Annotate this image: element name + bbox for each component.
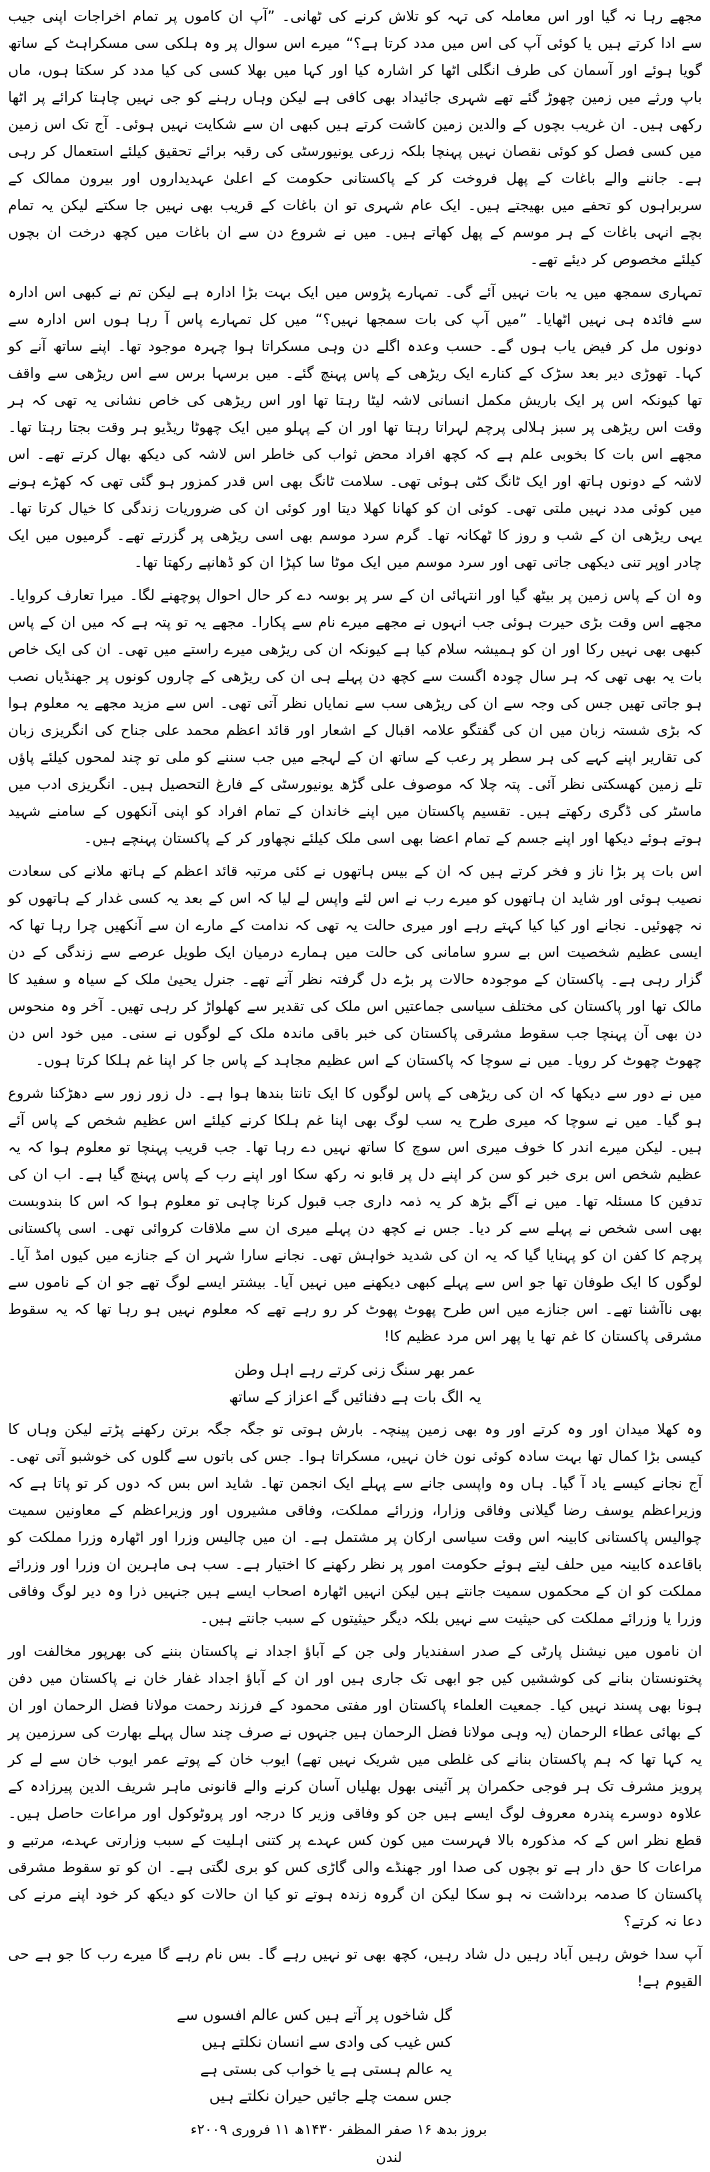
- closing-poem: [8, 2002, 702, 2110]
- paragraph-6: وہ کھلا میدان اور وہ کرتے اور وہ بھی زمین پینچہ۔ بارش ہوتی تو جگہ جگہ برتن رکھنے پڑتے لیکن وہاں کا کیسی بڑا کمال تھا بہت سادہ کوئی نون خان نہیں، مسکراتا ہوا۔ جس کی باتوں سے گلوں کی خوشبو آتی تھی۔ آج نجانے کیسے یاد آ گیا۔ ہاں وہ واپسی جانے سے پہلے ایک انجمن تھا۔ شاید اس بس کہ دوں کر تو پاتا ہے کہ وزیراعظم یوسف رضا گیلانی وفاقی وزارا، وزرائے مملکت، وفاقی مشیروں اور وزیراعظم کے معاونین سمیت چوالیس پاکستانی کابینہ اس وقت سیاسی ارکان پر مشتمل ہے۔ ان میں چالیس وزرا اور اٹھارہ وزرا مملکت کو باقاعدہ کابینہ میں حلف لیتے ہوئے حکومت امور پر نظر رکھنے کا اختیار ہے۔ سب ہی ماہرین ان وزرا اور وزرائے مملکت کو ان کے محکموں سمیت جانتے ہیں لیکن انہیں اٹھارہ اصحاب ایسے ہیں جنہیں ذرا وہ دیر لوگ وفاقی وزرا یا وزرائے مملکت کی حیثیت سے نہیں بلکہ دیگر حیثیتوں کے سبب جانتے ہیں۔: [8, 1422, 702, 1627]
- poem-line-1: گل شاخوں پر آتے ہیں کس عالم افسوں سے: [176, 2006, 452, 2024]
- poem-line-3: یہ عالم ہستی ہے یا خواب کی بستی ہے: [200, 2060, 452, 2078]
- poem-line-4: جس سمت چلے جائیں حیران نکلتے ہیں: [209, 2087, 452, 2105]
- paragraph-1: مجھے رہا نہ گیا اور اس معاملہ کی تہہ کو تلاش کرنے کی ٹھانی۔ ”آپ ان کاموں پر تمام اخراجات اپنی جیب سے ادا کرتے ہیں یا کوئی آپ کی اس میں مدد کرتا ہے؟“ میرے اس سوال پر وہ ہلکی سی مسکراہٹ کے ساتھ گویا ہوئے اور آسمان کی طرف انگلی اٹھا کر اشارہ کیا اور کہا میں بھلا کسی کی کیا مدد کر سکتا ہوں، ماں باپ ورثے میں زمین چھوڑ گئے تھے شہری جائیداد بھی کافی ہے لیکن وہاں رہنے کو جی نہیں چاہتا کرائے پر اٹھا رکھی ہیں۔ ان غریب بچوں کے والدین زمین کاشت کرتے ہیں کبھی ان سے شکایت نہیں ہوئی۔ آج تک اس زمین میں کسی فصل کو کوئی نقصان نہیں پہنچا بلکہ زرعی یونیورسٹی کی رقبہ برائے تحقیق کیلئے استعمال کر رہی ہے۔ جاننے والے باغات کے پھل فروخت کر کے پاکستانی حکومت کے اعلیٰ عہدیداروں اور بیرون ممالک کے سربراہوں کو تحفے میں بھیجتے ہیں۔ ایک عام شہری تو ان باغات کے قریب بھی نہیں جا سکتے لیکن یہ تمام بچے انہی باغات کے ہر موسم کے پھل کھاتے ہیں۔ میں نے شروع دن سے ان باغات میں کچھ درخت ان بچوں کیلئے مخصوص کر دیئے تھے۔: [8, 9, 702, 268]
- couplet-line-1: عمر بھر سنگ زنی کرتے رہے اہل وطن: [234, 1361, 476, 1379]
- paragraph-3: وہ ان کے پاس زمین پر بیٹھ گیا اور انتہائی ان کے سر پر بوسہ دے کر حال احوال پوچھنے لگا۔ میرا تعارف کروایا۔ مجھے اس وقت بڑی حیرت ہوئی جب انہوں نے مجھے میرے نام سے پکارا۔ مجھے یہ تو پتہ ہے کہ میں ان کے پاس کبھی بھی نہیں رکا اور ان کو ہمیشہ سلام کیا ہے کیونکہ ان کی ریڑھی میرے راستے میں تھی۔ ان کی ایک خاص بات یہ بھی تھی کہ ہر سال چودہ اگست سے کچھ دن پہلے ہی ان کی ریڑھی کے چاروں کونوں پر جھنڈیاں نصب ہو جاتی تھیں جس کی وجہ سے ان کی ریڑھی سب سے نمایاں نظر آتی تھی۔ اس سے مزید مجھے یہ معلوم ہوا کہ بڑی شستہ زبان میں ان کی گفتگو علامہ اقبال کے اشعار اور قائد اعظم محمد علی جناح کی انگریزی زبان کی تقاریر اپنے کہے کی ہر سطر پر رعب کے ساتھ ان کے لہجے میں جب سننے کو ملی تو چند لمحوں کیلئے پاؤں تلے زمین کھسکتی نظر آئی۔ پتہ چلا کہ موصوف علی گڑھ یونیورسٹی کے فارغ التحصیل ہیں۔ انگریزی ادب میں ماسٹر کی ڈگری رکھتے ہیں۔ تقسیم پاکستان میں اپنے خاندان کے تمام افراد کو اپنی آنکھوں کے سامنے شہید ہوتے ہوئے دیکھا اور اپنے جسم کے تمام اعضا بھی اسی ملک کیلئے نچھاور کر کے پاکستان پہنچے ہیں۔: [8, 588, 702, 847]
- poem-line-2: کس غیب کی وادی سے انسان نکلتے ہیں: [201, 2033, 452, 2051]
- paragraph-7: ان ناموں میں نیشنل پارٹی کے صدر اسفندیار ولی جن کے آباؤ اجداد نے پاکستان بننے کی بھرپور مخالفت اور پختونستان بنانے کی کوششیں کیں جو ابھی تک جاری ہیں اور ان کے آباؤ اجداد غفار خان نے پاکستان میں دفن ہونا بھی پسند نہیں کیا۔ جمعیت العلماء پاکستان اور مفتی محمود کے فرزند رحمت مولانا فضل الرحمان اور ان کے بھائی عطاء الرحمان (یہ وہی مولانا فضل الرحمان ہیں جنہوں نے صرف چند سال پہلے بھارت کی سرزمین پر یہ کہا تھا کہ ہم پاکستان بنانے کی غلطی میں شریک نہیں تھے) ایوب خان کے پوتے عمر ایوب خان سے لے کر پرویز مشرف تک ہر فوجی حکمران پر آئینی بھول بھلیاں آسان کرنے والے قانونی ماہر شریف الدین پیرزادہ کے علاوہ دوسرے پندرہ معروف لوگ ایسے ہیں جن کو وفاقی وزیر کا درجہ اور پروٹوکول اور مراعات حاصل ہیں۔ قطع نظر اس کے کہ مذکورہ بالا فہرست میں کون کس عہدے پر کتنی اہلیت کے سبب وزارتی عہدے، مرتبے و مراعات کا حق دار ہے تو بچوں کی صدا اور جھنڈے والی گاڑی کس کو بری لگتی ہے۔ ان کو تو سقوط مشرقی پاکستان کا صدمہ برداشت نہ ہو سکا لیکن ان گروہ زندہ ہوتے تو کیا ان حالات کو دیکھ کر خود اپنے مرنے کی دعا نہ کرتے؟: [8, 1644, 702, 1930]
- couplet-line-2: یہ الگ بات ہے دفنائیں گے اعزاز کے ساتھ: [228, 1388, 482, 1406]
- signoff-place: لندن: [375, 2150, 402, 2166]
- paragraph-8: آپ سدا خوش رہیں آباد رہیں دل شاد رہیں، کچھ بھی تو نہیں رہے گا۔ بس نام رہے گا میرے رب کا جو ہے حی القیوم ہے!: [8, 1947, 702, 1990]
- signoff-date: بروز بدھ ۱۶ صفر المظفر ۱۴۳۰ھ ۱۱ فروری ۲۰۰۹ء: [190, 2122, 487, 2138]
- paragraph-2: تمہاری سمجھ میں یہ بات نہیں آئے گی۔ تمہارے پڑوس میں ایک بہت بڑا ادارہ ہے لیکن تم نے کبھی اس ادارہ سے فائدہ ہی نہیں اٹھایا۔ ”میں آپ کی بات سمجھا نہیں؟“ میں کل تمہارے پاس آ رہا ہوں اس ادارہ سے دونوں مل کر فیض یاب ہوں گے۔ حسب وعدہ اگلے دن وہی مسکراتا ہوا چہرہ موجود تھا۔ اپنے ساتھ آنے کو کہا۔ تھوڑی دیر بعد سڑک کے کنارے ایک ریڑھی کے پاس پہنچ گئے۔ میں برسہا برس سے اس ریڑھی سے واقف تھا کیونکہ اس پر ایک باریش مکمل انسانی لاشہ لیٹا رہتا تھا اور اس ریڑھی کی خاص نشانی یہ تھی کہ ہر وقت اس ریڑھی پر سبز ہلالی پرچم لہراتا رہتا تھا اور ان کے پہلو میں ایک چھوٹا ریڈیو ہر وقت بجتا رہتا تھا۔ مجھے اس بات کا بخوبی علم ہے کہ کچھ افراد محض ثواب کی خاطر اس لاشہ کی دیکھ بھال کرتے تھے۔ اس لاشہ کے دونوں ہاتھ اور ایک ٹانگ کٹی ہوئی تھی۔ سلامت ٹانگ بھی اس قدر کمزور ہو گئی تھی کہ کھڑے ہونے میں کوئی مدد نہیں ملتی تھی۔ کوئی ان کو کھانا کھلا دیتا اور کوئی ان کی ضروریات زندگی کا خیال کرتا تھا۔ یہی ریڑھی ان کے شب و روز کا ٹھکانہ تھا۔ گرم سرد موسم بھی اسی ریڑھی پر گزرتے تھے۔ گرمیوں میں ایک چادر اوپر تنی دیکھی جاتی تھی اور سرد موسم میں ایک موٹا سا کپڑا ان کو ڈھانپے رکھتا تھا۔: [8, 285, 702, 571]
- paragraph-4: اس بات پر بڑا ناز و فخر کرتے ہیں کہ ان کے بیس ہاتھوں نے کئی مرتبہ قائد اعظم کے ہاتھ ملانے کی سعادت نصیب ہوئی اور شاید ان ہاتھوں کو میرے رب نے اس لئے واپس لے لیا کہ اس کے بعد یہ کسی غدار کے ہاتھوں کو نہ چھوئیں۔ نجانے اور کیا کیا کہتے رہے اور میری حالت یہ تھی کہ ندامت کے مارے ان سے آنکھیں چرا رہا تھا کہ ایسی عظیم شخصیت اس بے سرو سامانی کی حالت میں ہمارے درمیان ایک طویل عرصے سے زندگی کے دن گزار رہی ہے۔ پاکستان کے موجودہ حالات پر بڑے دل گرفتہ نظر آتے تھے۔ جنرل یحییٰ ملک کے سیاہ و سفید کا مالک تھا اور پاکستان کی مختلف سیاسی جماعتیں اس ملک کی تقدیر سے کھلواڑ کر رہی تھیں۔ آخر وہ منحوس دن بھی آن پہنچا جب سقوط مشرقی پاکستان کی خبر باقی ماندہ ملک کے لوگوں نے سنی۔ میں خود اس دن چھوٹ چھوٹ کر رویا۔ میں نے سوچا کہ پاکستان کے اس عظیم مجاہد کے پاس جا کر اپنا غم ہلکا کرتا ہوں۔: [8, 864, 702, 1069]
- couplet: [8, 1357, 702, 1411]
- paragraph-5: میں نے دور سے دیکھا کہ ان کی ریڑھی کے پاس لوگوں کا ایک تانتا بندھا ہوا ہے۔ دل زور زور سے دھڑکنا شروع ہو گیا۔ میں نے سوچا کہ میری طرح یہ سب لوگ بھی اپنا غم ہلکا کرنے کیلئے اس عظیم شخص کے پاس آئے ہیں۔ لیکن میرے اندر کا خوف میری اس سوچ کا ساتھ نہیں دے رہا تھا۔ جب قریب پہنچا تو معلوم ہوا کہ یہ عظیم شخص اس بری خبر کو سن کر اپنے دل پر قابو نہ رکھ سکا اور اپنے رب کے پاس پہنچ گیا ہے۔ اب ان کی تدفین کا مسئلہ تھا۔ میں نے آگے بڑھ کر یہ ذمہ داری جب قبول کرنا چاہی تو معلوم ہوا کہ اس کا بندوبست بھی اسی شخص نے پہلے سے کر دیا۔ جس نے کچھ دن پہلے میری ان سے ملاقات کروائی تھی۔ اسی پاکستانی پرچم کا کفن ان کو پہنایا گیا کہ یہ ان کی شدید خواہش تھی۔ نجانے سارا شہر ان کے جنازے میں کیوں امڈ آیا۔ لوگوں کا ایک طوفان تھا جو اس سے پہلے کبھی دیکھنے میں نہیں آیا۔ بیشتر ایسے لوگ تھے جو ان کے ناموں سے بھی ناآشنا تھے۔ اس جنازے میں اس طرح پھوٹ پھوٹ کر رو رہے تھے کہ معلوم نہیں ہو رہا تھا کہ یہ سقوط مشرقی پاکستان کا غم تھا یا پھر اس مرد عظیم کا!: [8, 1086, 702, 1345]
